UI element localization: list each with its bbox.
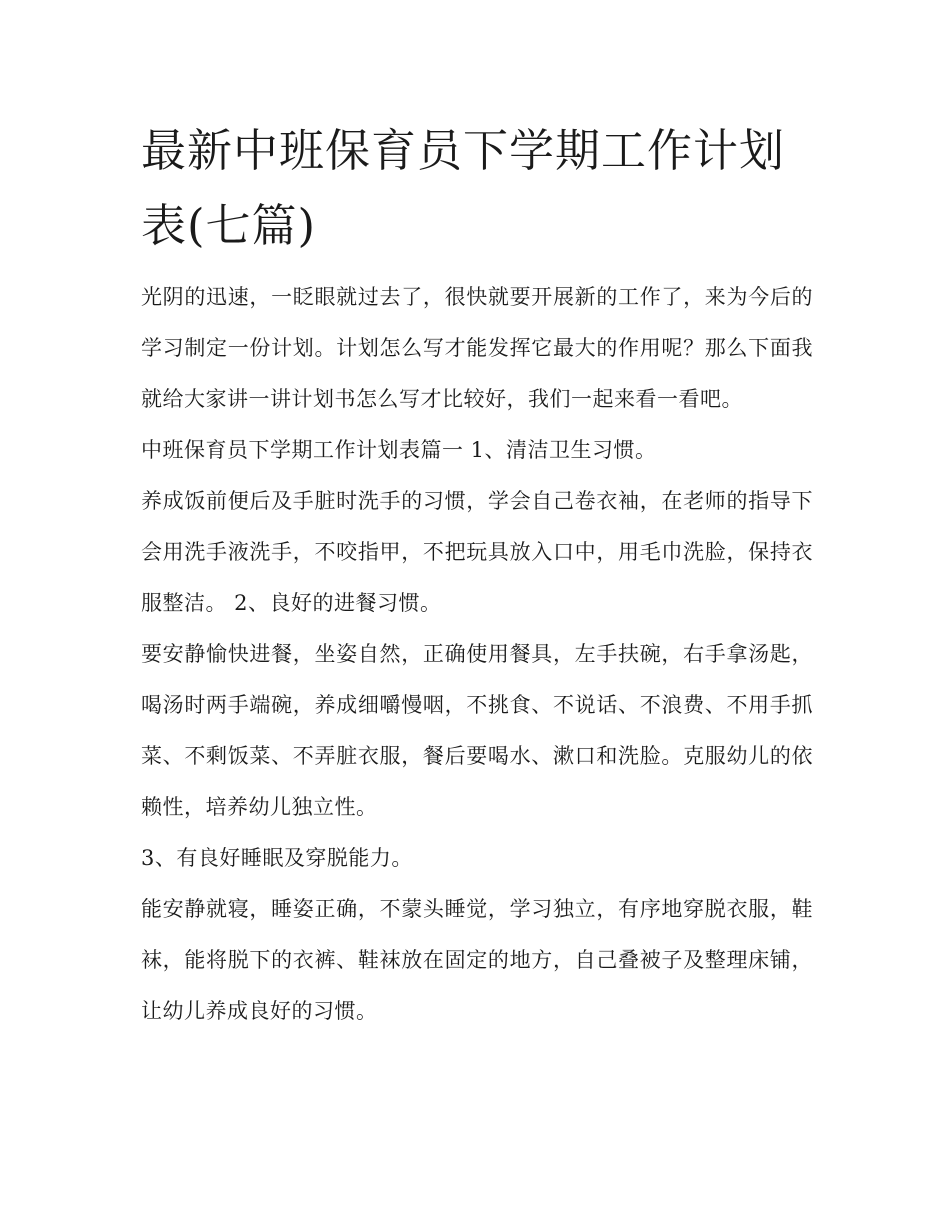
paragraph-sleep-heading: 3、有良好睡眠及穿脱能力。 [141, 846, 413, 870]
paragraph-dining: 要安静愉快进餐，坐姿自然，正确使用餐具，左手扶碗，右手拿汤匙，喝汤时两手端碗，养成细嚼慢咽，不挑食、不说话、不浪费、不用手抓菜、不剩饭菜、不弄脏衣服，餐后要喝水、漱口和洗脸。克服幼儿的依赖性，培养幼儿独立性。 [141, 642, 813, 819]
document-title: 最新中班保育员下学期工作计划表(七篇) [141, 124, 786, 252]
document-page [141, 113, 813, 1037]
paragraph-intro: 光阴的迅速，一眨眼就过去了，很快就要开展新的工作了，来为今后的学习制定一份计划。计划怎么写才能发挥它最大的作用呢？那么下面我就给大家讲一讲计划书怎么写才比较好，我们一起来看一看吧。 [141, 285, 813, 411]
paragraph-section-1-heading: 中班保育员下学期工作计划表篇一 1、清洁卫生习惯。 [141, 438, 657, 462]
paragraph-hygiene: 养成饭前便后及手脏时洗手的习惯，学会自己卷衣袖，在老师的指导下会用洗手液洗手，不咬指甲，不把玩具放入口中，用毛巾洗脸，保持衣服整洁。 2、良好的进餐习惯。 [141, 489, 813, 615]
paragraph-sleep: 能安静就寝，睡姿正确，不蒙头睡觉，学习独立，有序地穿脱衣服，鞋袜，能将脱下的衣裤、鞋袜放在固定的地方，自己叠被子及整理床铺，让幼儿养成良好的习惯。 [141, 897, 813, 1023]
